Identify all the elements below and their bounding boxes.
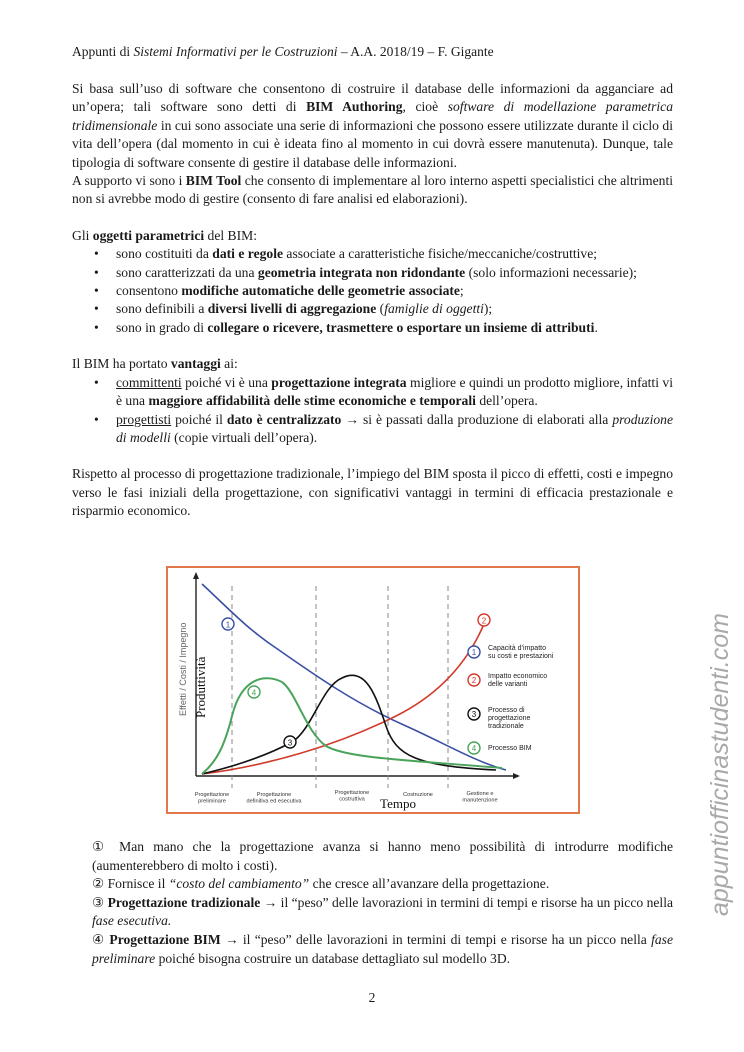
objects-lead: Gli oggetti parametrici del BIM: xyxy=(72,227,258,243)
svg-text:4: 4 xyxy=(471,744,477,753)
svg-text:1: 1 xyxy=(471,648,477,657)
list-item: • sono definibili a diversi livelli di aggregazione (famiglie di oggetti); xyxy=(116,300,673,318)
objects-list xyxy=(72,245,673,337)
body-text xyxy=(72,80,673,521)
svg-text:2: 2 xyxy=(471,676,477,685)
curve-marker-1 xyxy=(222,618,234,630)
svg-text:Processo diprogettazionetradiz: Processo di progettazione tradizionale xyxy=(488,707,531,730)
svg-text:2: 2 xyxy=(481,616,487,626)
curve-marker-4 xyxy=(248,686,260,698)
watermark xyxy=(698,540,738,920)
phase-label-gestione: Gestione e manutenzione xyxy=(462,791,498,804)
note-4: ④ Progettazione BIM → il “peso” delle lavorazioni in termini di tempi e risorse ha un picco nella fase preliminare poiché bisogna costruire un database dettagliato sul modello 3D. xyxy=(92,931,673,966)
intro-paragraph: Si basa sull’uso di software che consentono di costruire il database delle informazioni da agganciare ad un’opera; tali software sono detti di BIM Authoring, cioè software di modellazione parametrica tridimensionale in cui sono associate una serie di informazioni che possono essere utilizzate durante il ciclo di vita dell’opera (dal momento in cui è ideata fino al momento in cui dovrà essere manutenuta). Dunque, tale tipologia di software consente di gestire il database delle informazioni. xyxy=(72,81,673,170)
svg-text:3: 3 xyxy=(471,710,477,719)
list-item: • committenti poiché vi è una progettazione integrata migliore e quindi un prodotto migliore, infatti vi è una maggiore affidabilità delle stime economiche e temporali dell’opera. xyxy=(116,374,673,411)
note-3: ③ Progettazione tradizionale → il “peso” delle lavorazioni in termini di tempi e risorse ha un picco nella fase esecutiva. xyxy=(92,894,674,929)
list-item: • consentono modifiche automatiche delle geometrie associate; xyxy=(116,282,673,300)
curve-marker-3 xyxy=(284,736,296,748)
phase-label-costruttiva: Progettazione costruttiva xyxy=(334,790,370,803)
page-number: 2 xyxy=(368,990,376,1005)
svg-text:Capacità d’impattosu costi e p: Capacità d’impatto su costi e prestazioni xyxy=(488,645,554,660)
phase-label-definitiva: Progettazione definitiva ed esecutiva xyxy=(246,792,302,805)
list-item: • progettisti poiché il dato è centralizzato → si è passati dalla produzione di elaborati alla produzione di modelli (copie virtuali dell’opera). xyxy=(116,411,673,448)
list-item: • sono caratterizzati da una geometria integrata non ridondante (solo informazioni necessarie); xyxy=(116,264,673,282)
page-header: Appunti di Sistemi Informativi per le Costruzioni – A.A. 2018/19 – F. Gigante xyxy=(72,44,494,59)
chart-notes xyxy=(92,838,673,968)
svg-text:Processo BIM: Processo BIM xyxy=(488,745,532,752)
bim-tool-paragraph: A supporto vi sono i BIM Tool che consento di implementare al loro interno aspetti specialistici che altrimenti non si avrebbe modo di gestire (consento di fare analisi ed elaborazioni). xyxy=(72,173,673,207)
curve-marker-2 xyxy=(478,614,490,626)
phase-label-preliminare: Progettazione preliminare xyxy=(194,792,230,805)
x-axis-label: Tempo xyxy=(380,796,416,811)
macleamy-curve-chart xyxy=(166,566,580,814)
phase-label-costruzione: Costruzione xyxy=(403,792,433,798)
advantages-lead: Il BIM ha portato vantaggi ai: xyxy=(72,356,238,372)
list-item: • sono in grado di collegare o ricevere, trasmettere o esportare un insieme di attributi. xyxy=(116,319,673,337)
svg-text:appuntiofficinastudenti.com: appuntiofficinastudenti.com xyxy=(706,613,734,916)
y-axis-small-label: Effetti / Costi / Impegno xyxy=(178,622,188,716)
svg-text:4: 4 xyxy=(251,688,257,698)
list-item: • sono costituiti da dati e regole associate a caratteristiche fisiche/meccaniche/costruttive; xyxy=(116,245,673,263)
advantages-list xyxy=(72,374,673,448)
closing-paragraph: Rispetto al processo di progettazione tradizionale, l’impiego del BIM sposta il picco di effetti, costi e impegno verso le fasi iniziali della progettazione, con significativi vantaggi in termini di efficacia prestazionale e risparmio economico. xyxy=(72,466,673,519)
note-2: ② Fornisce il “costo del cambiamento” che cresce all’avanzare della progettazione. xyxy=(92,876,550,892)
y-axis-label: Produttività xyxy=(193,656,208,718)
note-1: ① Man mano che la progettazione avanza si hanno meno possibilità di introdurre modifiche (aumenterebbero di molto i costi). xyxy=(92,839,673,873)
svg-text:3: 3 xyxy=(287,738,293,748)
svg-text:Impatto economicodelle variant: Impatto economico delle varianti xyxy=(488,673,548,688)
svg-text:1: 1 xyxy=(225,620,231,630)
